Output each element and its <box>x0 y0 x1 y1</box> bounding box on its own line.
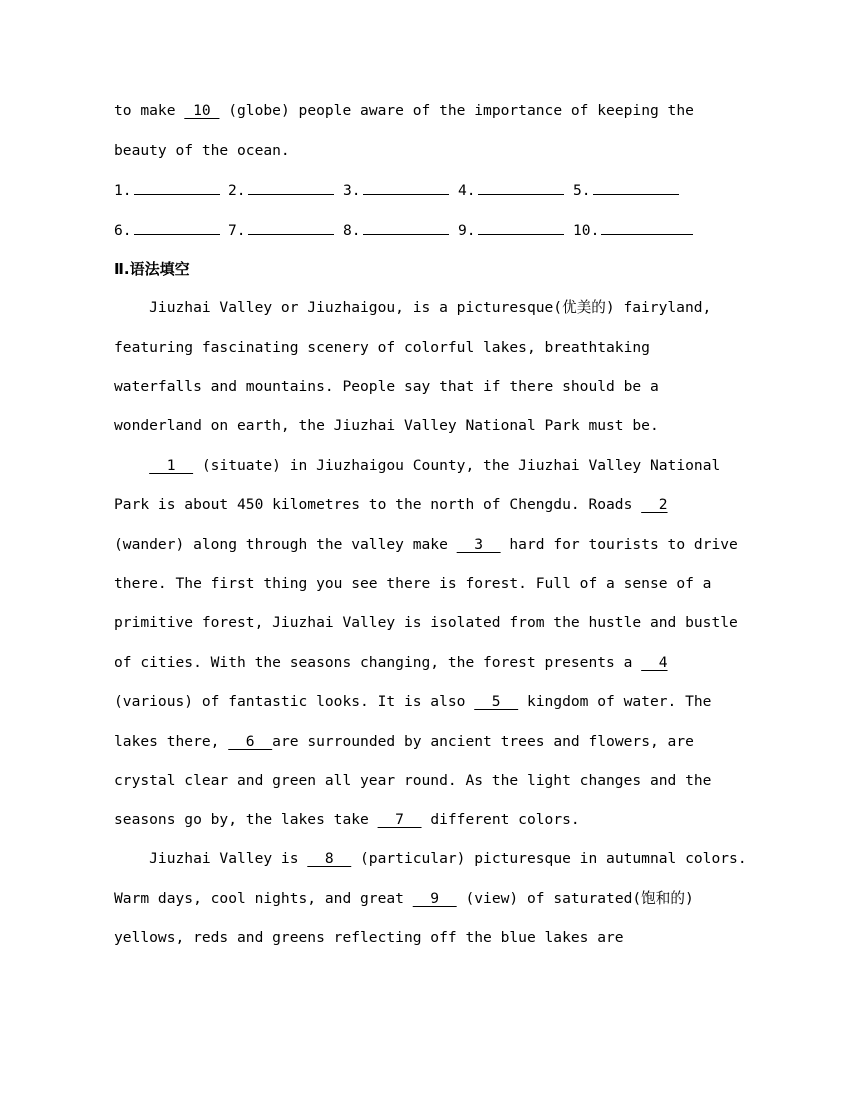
answer-number: 7. <box>228 222 246 239</box>
text-fragment: lakes there, <box>114 733 229 750</box>
answer-slot[interactable] <box>114 220 220 241</box>
text-fragment: (view) of saturated(饱和的) <box>456 890 694 907</box>
text-line <box>114 692 711 712</box>
blank-9: 9 <box>412 890 457 907</box>
text-fragment: (various) of fantastic looks. It is also <box>114 693 475 710</box>
answer-line <box>248 180 334 195</box>
text-fragment: Warm days, cool nights, and great <box>114 890 413 907</box>
text-fragment: wonderland on earth, the Jiuzhai Valley National Park must be. <box>114 417 659 434</box>
text-fragment: (situate) in Jiuzhaigou County, the Jiuzhai Valley National <box>193 457 721 474</box>
text-line <box>114 732 694 752</box>
answer-number: 10. <box>573 222 600 239</box>
answer-line <box>478 180 564 195</box>
blank-3: 3 <box>456 536 501 553</box>
text-fragment: there. The first thing you see there is forest. Full of a sense of a <box>114 575 712 592</box>
answer-slot[interactable] <box>458 220 564 241</box>
section-heading: Ⅱ.语法填空 <box>114 260 190 278</box>
text-fragment: of cities. With the seasons changing, the forest presents a <box>114 654 642 671</box>
text-fragment <box>114 457 149 474</box>
text-line <box>114 456 720 476</box>
answer-row-1 <box>114 180 714 200</box>
blank-7: 7 <box>377 811 422 828</box>
text-fragment: featuring fascinating scenery of colorful lakes, breathtaking <box>114 339 650 356</box>
answer-number: 8. <box>343 222 361 239</box>
text-line <box>114 338 650 358</box>
answer-line <box>593 180 679 195</box>
text-fragment: yellows, reds and greens reflecting off the blue lakes are <box>114 929 624 946</box>
answer-line <box>478 220 564 235</box>
answer-line <box>363 220 449 235</box>
text-line <box>114 416 659 436</box>
answer-number: 9. <box>458 222 476 239</box>
answer-line <box>134 220 220 235</box>
blank-5: 5 <box>474 693 519 710</box>
blank-10: 10 <box>184 102 220 119</box>
text-fragment: seasons go by, the lakes take <box>114 811 378 828</box>
text-fragment: (particular) picturesque in autumnal colors. <box>351 850 747 867</box>
blank-6: 6 <box>228 733 273 750</box>
text-line <box>114 298 711 318</box>
text-fragment: kingdom of water. The <box>518 693 712 710</box>
answer-slot[interactable] <box>228 220 334 241</box>
answer-line <box>134 180 220 195</box>
text-fragment: Jiuzhai Valley is <box>114 850 308 867</box>
answer-number: 6. <box>114 222 132 239</box>
answer-slot[interactable] <box>573 220 693 241</box>
text-line <box>114 535 738 555</box>
text-fragment: are surrounded by ancient trees and flowers, are <box>272 733 694 750</box>
answer-slot[interactable] <box>228 180 334 201</box>
answer-slot[interactable] <box>114 180 220 201</box>
blank-4: 4 <box>641 654 668 671</box>
text-fragment: (globe) people aware of the importance of keeping the <box>219 102 694 119</box>
answer-number: 2. <box>228 182 246 199</box>
answer-slot[interactable] <box>458 180 564 201</box>
answer-number: 4. <box>458 182 476 199</box>
text-fragment: different colors. <box>421 811 580 828</box>
answer-number: 3. <box>343 182 361 199</box>
text-line <box>114 810 580 830</box>
text-line <box>114 889 694 909</box>
text-fragment: to make <box>114 102 185 119</box>
answer-number: 5. <box>573 182 591 199</box>
text-fragment: Park is about 450 kilometres to the north of Chengdu. Roads <box>114 496 642 513</box>
blank-2: 2 <box>641 496 668 513</box>
answer-slot[interactable] <box>573 180 679 201</box>
text-line <box>114 849 747 869</box>
blank-1: 1 <box>149 457 194 474</box>
blank-8: 8 <box>307 850 352 867</box>
text-line <box>114 928 624 948</box>
answer-line <box>248 220 334 235</box>
answer-line <box>601 220 693 235</box>
text-fragment: Jiuzhai Valley or Jiuzhaigou, is a picturesque(优美的) fairyland, <box>114 299 712 316</box>
text-fragment: (wander) along through the valley make <box>114 536 457 553</box>
text-fragment: crystal clear and green all year round. As the light changes and the <box>114 772 712 789</box>
text-line <box>114 574 711 594</box>
text-fragment: waterfalls and mountains. People say that if there should be a <box>114 378 659 395</box>
text-fragment: primitive forest, Jiuzhai Valley is isolated from the hustle and bustle <box>114 614 738 631</box>
text-fragment: hard for tourists to drive <box>500 536 738 553</box>
text-line <box>114 653 668 673</box>
text-line <box>114 771 711 791</box>
text-line <box>114 495 668 515</box>
text-line <box>114 101 694 121</box>
text-fragment: beauty of the ocean. <box>114 142 290 159</box>
answer-slot[interactable] <box>343 180 449 201</box>
text-line <box>114 141 290 161</box>
answer-line <box>363 180 449 195</box>
answer-row-2 <box>114 220 714 240</box>
text-line <box>114 613 738 633</box>
answer-slot[interactable] <box>343 220 449 241</box>
text-line <box>114 377 659 397</box>
answer-number: 1. <box>114 182 132 199</box>
